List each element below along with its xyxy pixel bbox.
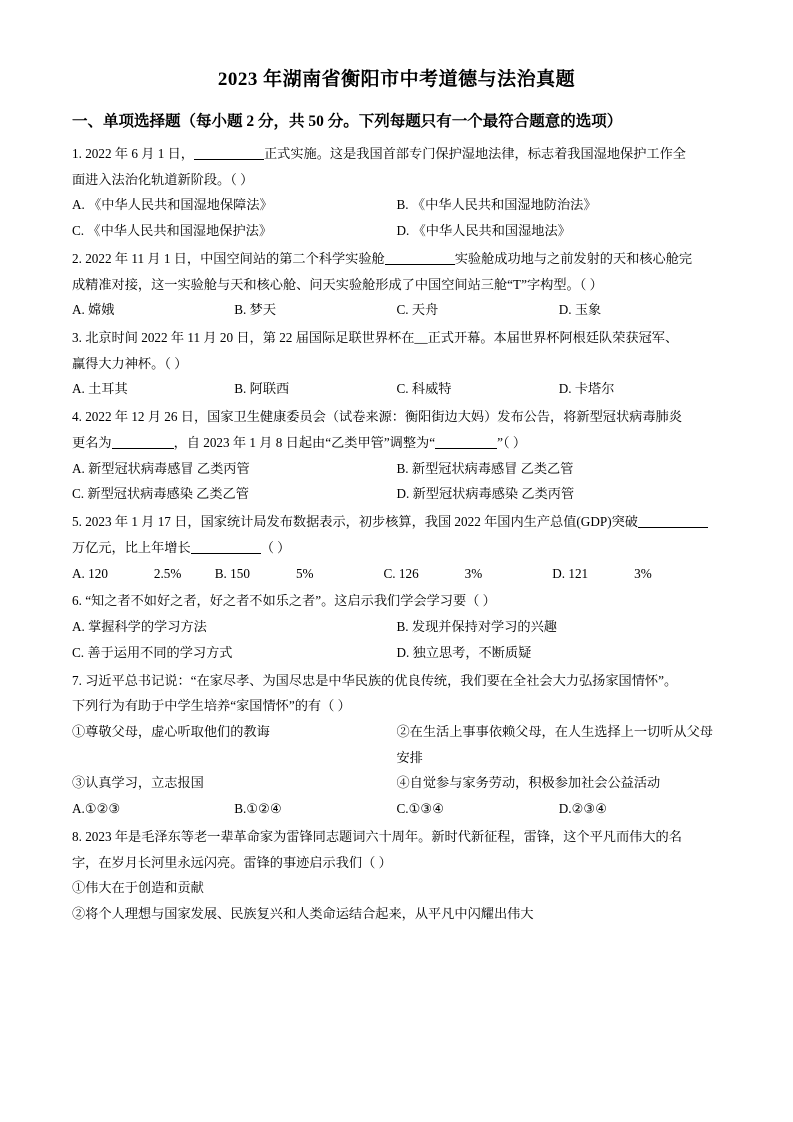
fill-blank [112,448,174,449]
option-c[interactable]: C.①③④ [396,801,445,817]
question-1-stem-part2: 正式实施。这是我国首部专门保护湿地法律，标志着我国湿地保护工作全 [263,145,686,161]
question-3-stem-line2: 赢得大力神杯。（ ） [72,355,188,371]
question-4-stem-part1: 更名为 [72,434,112,450]
fill-blank [435,448,497,449]
question-4-stem: 4. 2022 年 12 月 26 日，国家卫生健康委员会（试卷来源：衡阳街边大妈）发布公告，将新型冠状病毒肺炎 [72,409,682,425]
question-2-stem-part2: 实验舱成功地与之前发射的天和核心舱完 [454,250,693,266]
question-2-options [72,297,721,323]
question-6 [72,588,721,665]
option-b[interactable]: B.①②④ [234,801,282,817]
option-d[interactable]: D. 玉象 [558,302,602,318]
sub-item-1: ①尊敬父母，虚心听取他们的教诲 [72,724,270,739]
question-4-options-row1 [72,456,721,482]
option-c-label: C. [383,565,396,581]
option-c[interactable] [384,561,553,587]
option-d-value2: 3% [634,565,652,581]
question-4-stem-part2: ，自 2023 年 1 月 8 日起由“乙类甲管”调整为“ [173,434,436,450]
question-8-sub-item-2: ②将个人理想与国家发展、民族复兴和人类命运结合起来，从平凡中闪耀出伟大 [72,906,534,922]
question-7-stem-line2: 下列行为有助于中学生培养“家国情怀”的有（ ） [72,698,351,714]
question-3-options [72,376,721,402]
question-1-stem-part1: 1. 2022 年 6 月 1 日， [72,145,194,161]
sub-item-2: ②在生活上事事依赖父母，在人生选择上一切听从父母安排 [396,724,713,765]
question-4 [72,404,721,507]
option-b[interactable]: B. 阿联西 [234,381,290,397]
question-4-stem-line2 [72,430,721,456]
question-6-options-row2 [72,640,721,666]
option-a[interactable] [72,561,215,587]
question-6-stem: 6. “知之者不如好之者，好之者不如乐之者”。这启示我们学会学习要（ ） [72,593,496,609]
sub-item-3: ③认真学习，立志报国 [72,775,204,791]
option-c[interactable]: C. 《中华人民共和国湿地保护法》 [72,223,273,239]
option-b[interactable] [215,561,384,587]
option-a[interactable]: A.①②③ [72,801,121,817]
question-1-options-row1 [72,192,721,218]
option-c-value1: 126 [398,565,419,581]
option-b-value1: 150 [230,565,250,581]
question-5-stem-line2 [72,535,721,561]
option-a[interactable]: A. 土耳其 [72,381,128,397]
question-4-options-row2 [72,481,721,507]
option-d-label: D. [552,565,566,581]
option-c[interactable]: C. 天舟 [396,302,439,318]
question-7-sub-row1 [72,719,721,770]
option-d[interactable]: D. 独立思考，不断质疑 [396,644,532,660]
option-c-value2: 3% [464,565,483,581]
question-7-sub-row2 [72,770,721,796]
question-2-stem-part1: 2. 2022 年 11 月 1 日，中国空间站的第二个科学实验舱 [72,250,385,266]
question-8-stem: 8. 2023 年是毛泽东等老一辈革命家为雷锋同志题词六十周年。新时代新征程，雷锋，这个平凡而伟大的名 [72,828,682,844]
question-5-stem [72,509,721,535]
option-b-label: B. [214,565,227,581]
question-5-stem-part3: （ ） [260,539,291,555]
question-2-stem [72,246,721,272]
option-b[interactable]: B. 发现并保持对学习的兴趣 [396,619,557,635]
option-b-value2: 5% [295,565,314,581]
fill-blank [638,527,708,528]
option-d[interactable] [552,561,721,587]
question-5-stem-part1: 5. 2023 年 1 月 17 日，国家统计局发布数据表示，初步核算，我国 2022 年国内生产总值(GDP)突破 [72,514,638,530]
fill-blank [194,159,264,160]
option-c[interactable]: C. 善于运用不同的学习方式 [72,644,233,660]
question-6-options-row1 [72,614,721,640]
page-title: 2023 年湖南省衡阳市中考道德与法治真题 [217,69,576,90]
option-b[interactable]: B. 《中华人民共和国湿地防治法》 [396,197,597,213]
fill-blank [191,553,261,554]
option-a[interactable]: A. 《中华人民共和国湿地保障法》 [72,197,273,213]
question-5 [72,509,721,586]
option-a-label: A. [72,565,85,581]
option-a[interactable]: A. 嫦娥 [72,302,115,318]
sub-item-4: ④自觉参与家务劳动，积极参加社会公益活动 [396,775,661,791]
question-8-stem-line2: 字，在岁月长河里永远闪亮。雷锋的事迹启示我们（ ） [72,854,392,870]
question-5-options [72,561,721,587]
option-d-value1: 121 [568,565,589,581]
option-c[interactable]: C. 新型冠状病毒感染 乙类乙管 [72,486,249,502]
option-b[interactable]: B. 梦天 [234,302,277,318]
option-d[interactable]: D.②③④ [558,801,608,817]
question-2 [72,246,721,323]
section-heading: 一、单项选择题（每小题 2 分，共 50 分。下列每题只有一个最符合题意的选项） [72,112,623,130]
question-4-stem-part3: ”（ ） [497,434,527,450]
option-d[interactable]: D. 卡塔尔 [558,381,615,397]
question-7 [72,668,721,822]
question-7-stem: 7. 习近平总书记说：“在家尽孝、为国尽忠是中华民族的优良传统，我们要在全社会大力弘扬家国情怀”。 [72,672,678,688]
question-8-sub-item-1: ①伟大在于创造和贡献 [72,880,204,896]
option-a-value2: 2.5% [153,565,182,581]
question-3-stem: 3. 北京时间 2022 年 11 月 20 日，第 22 届国际足联世界杯在__正式开幕。本届世界杯阿根廷队荣获冠军、 [72,329,679,345]
question-8 [72,824,721,927]
question-1-options-row2 [72,218,721,244]
question-1-stem [72,141,721,167]
question-1 [72,141,721,244]
question-2-stem-line2: 成精准对接，这一实验舱与天和核心舱、问天实验舱形成了中国空间站三舱“T”字构型。（ ） [72,276,603,292]
option-d[interactable]: D. 新型冠状病毒感染 乙类丙管 [396,486,575,502]
option-a[interactable]: A. 新型冠状病毒感冒 乙类丙管 [72,460,250,476]
fill-blank [385,264,455,265]
question-3 [72,325,721,402]
option-c[interactable]: C. 科威特 [396,381,452,397]
question-5-stem-part2: 万亿元，比上年增长 [72,539,191,555]
option-a[interactable]: A. 掌握科学的学习方法 [72,619,207,635]
question-7-options [72,796,721,822]
question-1-stem-line2: 面进入法治化轨道新阶段。（ ） [72,171,254,187]
option-b[interactable]: B. 新型冠状病毒感冒 乙类乙管 [396,460,574,476]
option-d[interactable]: D. 《中华人民共和国湿地法》 [396,223,571,239]
option-a-value1: 120 [88,565,108,581]
